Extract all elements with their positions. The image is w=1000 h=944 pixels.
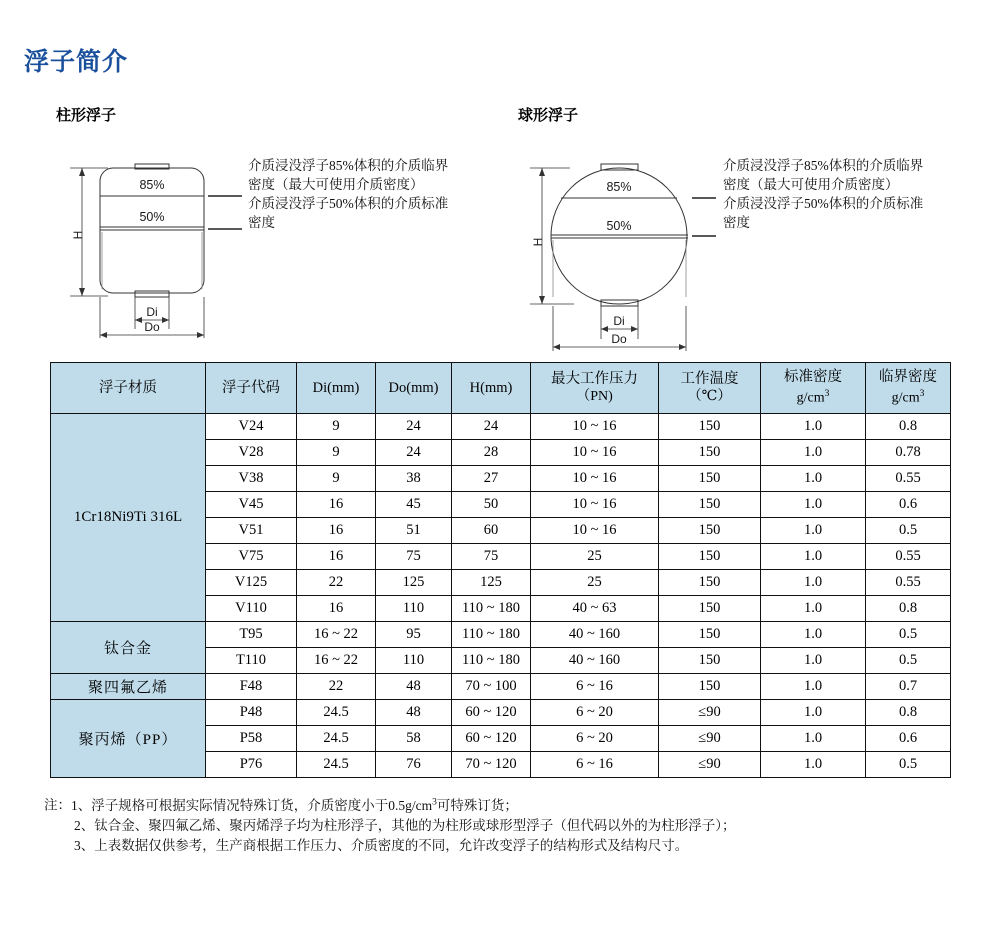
cell-temp: 150 [659,466,761,492]
cell-crit_density: 0.5 [866,518,951,544]
cell-code: V110 [206,596,297,622]
cell-std_density: 1.0 [761,570,866,596]
cell-code: P58 [206,726,297,752]
notes-prefix: 注： [44,797,71,813]
cell-do: 45 [376,492,452,518]
cell-crit_density: 0.6 [866,492,951,518]
cell-crit_density: 0.55 [866,570,951,596]
cell-do: 38 [376,466,452,492]
cell-di: 16 ~ 22 [297,648,376,674]
cell-code: P48 [206,700,297,726]
cell-crit_density: 0.5 [866,752,951,778]
cell-crit_density: 0.8 [866,596,951,622]
header-main-4: H(mm) [469,379,513,396]
cylindrical-label-50: 50% [139,210,165,224]
cell-std_density: 1.0 [761,674,866,700]
spherical-label-do: Do [611,332,627,346]
cylindrical-annotation-line-1: 介质浸没浮子85%体积的介质临界 [248,158,449,173]
header-sub-7: $g/cm^3$ [796,389,830,406]
table-row [51,414,951,440]
table-row [51,700,951,726]
spherical-annotation-line-1: 介质浸没浮子85%体积的介质临界 [723,158,924,173]
cell-temp: 150 [659,518,761,544]
cell-temp: 150 [659,414,761,440]
cell-h: 110 ~ 180 [452,596,531,622]
diagram-cylindrical-caption: 柱形浮子 [56,107,117,124]
cell-h: 28 [452,440,531,466]
header-main-6: 工作温度 [680,371,739,387]
cell-h: 125 [452,570,531,596]
cell-std_density: 1.0 [761,726,866,752]
header-main-2: Di(mm) [312,379,360,396]
note-row-3 [44,836,736,856]
cell-std_density: 1.0 [761,466,866,492]
cell-code: V28 [206,440,297,466]
cell-do: 58 [376,726,452,752]
header-main-1: 浮子代码 [222,379,280,396]
cell-crit_density: 0.55 [866,544,951,570]
table-header-cell-8 [866,363,951,414]
cell-std_density: 1.0 [761,752,866,778]
cell-crit_density: 0.6 [866,726,951,752]
table-body [51,414,951,778]
spherical-label-85: 85% [606,180,632,194]
cylindrical-annotation-line-3: 介质浸没浮子50%体积的介质标准 [248,196,449,211]
table-header-cell-2 [297,363,376,414]
header-main-7: 标准密度 [784,369,842,386]
cell-do: 110 [376,648,452,674]
cylindrical-label-di: Di [146,305,158,319]
cell-pn: 40 ~ 160 [531,622,659,648]
note-row-1 [44,792,736,816]
cell-h: 75 [452,544,531,570]
note-item-3: 3、上表数据仅供参考，生产商根据工作压力、介质密度的不同，允许改变浮子的结构形式及结构尺寸。 [74,837,689,853]
table-header-cell-0 [51,363,206,414]
cell-code: T95 [206,622,297,648]
cell-di: 24.5 [297,700,376,726]
cell-pn: 10 ~ 16 [531,492,659,518]
cell-pn: 10 ~ 16 [531,414,659,440]
spherical-annotation-line-2: 密度（最大可使用介质密度） [723,177,899,192]
cell-di: 22 [297,570,376,596]
cell-do: 48 [376,674,452,700]
cell-di: 9 [297,466,376,492]
diagram-cylindrical-float [56,104,256,339]
cell-pn: 25 [531,570,659,596]
footer-notes [44,792,736,856]
header-sub-5: （PN) [576,389,613,404]
cell-code: F48 [206,674,297,700]
cell-di: 9 [297,414,376,440]
cell-h: 110 ~ 180 [452,622,531,648]
cell-h: 24 [452,414,531,440]
spherical-label-h: H [531,237,545,247]
cell-crit_density: 0.55 [866,466,951,492]
table-row [51,622,951,648]
cell-pn: 6 ~ 20 [531,726,659,752]
table-row [51,674,951,700]
cell-temp: 150 [659,622,761,648]
cell-temp: 150 [659,440,761,466]
cell-pn: 40 ~ 160 [531,648,659,674]
spherical-annotation-line-4: 密度 [723,215,750,230]
table-header-cell-3 [376,363,452,414]
cell-temp: 150 [659,492,761,518]
cell-temp: 150 [659,648,761,674]
table-header-cell-6 [659,363,761,414]
table-header-cell-4 [452,363,531,414]
cell-pn: 6 ~ 16 [531,674,659,700]
header-main-5: 最大工作压力 [551,371,638,387]
spherical-annotation-text [723,156,923,232]
float-spec-table [50,362,951,778]
cell-crit_density: 0.8 [866,700,951,726]
cell-pn: 6 ~ 16 [531,752,659,778]
cylindrical-float-drawing [56,139,256,339]
header-main-8: 临界密度 [879,369,937,386]
cell-pn: 10 ~ 16 [531,518,659,544]
cell-code: P76 [206,752,297,778]
cell-do: 76 [376,752,452,778]
cell-h: 27 [452,466,531,492]
cell-h: 60 ~ 120 [452,726,531,752]
table-header-row [51,363,951,414]
cell-pn: 40 ~ 63 [531,596,659,622]
cell-temp: 150 [659,596,761,622]
cell-temp: 150 [659,544,761,570]
cell-crit_density: 0.5 [866,648,951,674]
cell-crit_density: 0.8 [866,414,951,440]
cell-temp: 150 [659,570,761,596]
cell-pn: 6 ~ 20 [531,700,659,726]
cell-std_density: 1.0 [761,440,866,466]
cell-do: 24 [376,414,452,440]
cell-std_density: 1.0 [761,414,866,440]
cell-code: V51 [206,518,297,544]
header-main-0: 浮子材质 [99,379,157,396]
cylindrical-annotation-line-4: 密度 [248,215,275,230]
cell-std_density: 1.0 [761,648,866,674]
cell-h: 70 ~ 100 [452,674,531,700]
cell-temp: ≤90 [659,726,761,752]
cell-temp: ≤90 [659,752,761,778]
cell-di: 9 [297,440,376,466]
page-title: 浮子简介 [24,48,129,76]
table-header [51,363,951,414]
diagram-spherical-float [518,104,718,354]
diagram-spherical-canvas [518,139,718,354]
cell-code: V38 [206,466,297,492]
cell-do: 110 [376,596,452,622]
header-sub-8: $g/cm^3$ [891,389,925,406]
cell-pn: 10 ~ 16 [531,466,659,492]
cell-crit_density: 0.7 [866,674,951,700]
spherical-float-drawing [518,139,718,354]
note-item-1: 1、浮子规格可根据实际情况特殊订货，介质密度小于$0.5g/cm^3$可特殊订货； [71,797,518,813]
cell-h: 50 [452,492,531,518]
cell-do: 48 [376,700,452,726]
material-cell-1: 钛合金 [51,622,206,674]
cell-h: 60 ~ 120 [452,700,531,726]
cell-std_density: 1.0 [761,700,866,726]
cell-temp: 150 [659,674,761,700]
note-item-2: 2、钛合金、聚四氟乙烯、聚丙烯浮子均为柱形浮子，其他的为柱形或球形型浮子（但代码以外的为柱形浮子）； [74,817,736,833]
cell-di: 22 [297,674,376,700]
cylindrical-annotation-line-2: 密度（最大可使用介质密度） [248,177,424,192]
table-header-cell-1 [206,363,297,414]
cell-di: 16 [297,544,376,570]
cell-do: 125 [376,570,452,596]
header-main-3: Do(mm) [388,379,439,396]
cell-std_density: 1.0 [761,544,866,570]
cell-h: 70 ~ 120 [452,752,531,778]
cell-di: 24.5 [297,752,376,778]
cell-di: 16 [297,492,376,518]
cylindrical-label-do: Do [144,320,160,334]
cell-do: 95 [376,622,452,648]
table-header-cell-5 [531,363,659,414]
cell-crit_density: 0.78 [866,440,951,466]
header-sub-6: （℃） [687,389,732,404]
cell-do: 51 [376,518,452,544]
cell-code: V24 [206,414,297,440]
spherical-label-50: 50% [606,219,632,233]
spherical-label-di: Di [613,314,625,328]
cell-crit_density: 0.5 [866,622,951,648]
cell-std_density: 1.0 [761,596,866,622]
cell-di: 16 [297,518,376,544]
cell-std_density: 1.0 [761,518,866,544]
cell-h: 60 [452,518,531,544]
cell-pn: 25 [531,544,659,570]
cell-temp: ≤90 [659,700,761,726]
cylindrical-annotation-text [248,156,448,232]
spherical-annotation-line-3: 介质浸没浮子50%体积的介质标准 [723,196,924,211]
material-cell-2: 聚四氟乙烯 [51,674,206,700]
material-cell-3: 聚丙烯（PP） [51,700,206,778]
cell-code: V75 [206,544,297,570]
material-cell-0: 1Cr18Ni9Ti 316L [51,414,206,622]
cell-do: 75 [376,544,452,570]
cell-di: 16 ~ 22 [297,622,376,648]
diagram-spherical-caption: 球形浮子 [518,107,579,124]
table-header-cell-7 [761,363,866,414]
cell-std_density: 1.0 [761,492,866,518]
cell-pn: 10 ~ 16 [531,440,659,466]
cell-h: 110 ~ 180 [452,648,531,674]
cell-code: V125 [206,570,297,596]
cell-do: 24 [376,440,452,466]
cylindrical-label-85: 85% [139,178,165,192]
cell-code: V45 [206,492,297,518]
cell-di: 16 [297,596,376,622]
note-row-2 [44,816,736,836]
diagram-cylindrical-canvas [56,139,256,339]
cell-std_density: 1.0 [761,622,866,648]
cell-code: T110 [206,648,297,674]
cell-di: 24.5 [297,726,376,752]
cylindrical-label-h: H [71,230,85,240]
